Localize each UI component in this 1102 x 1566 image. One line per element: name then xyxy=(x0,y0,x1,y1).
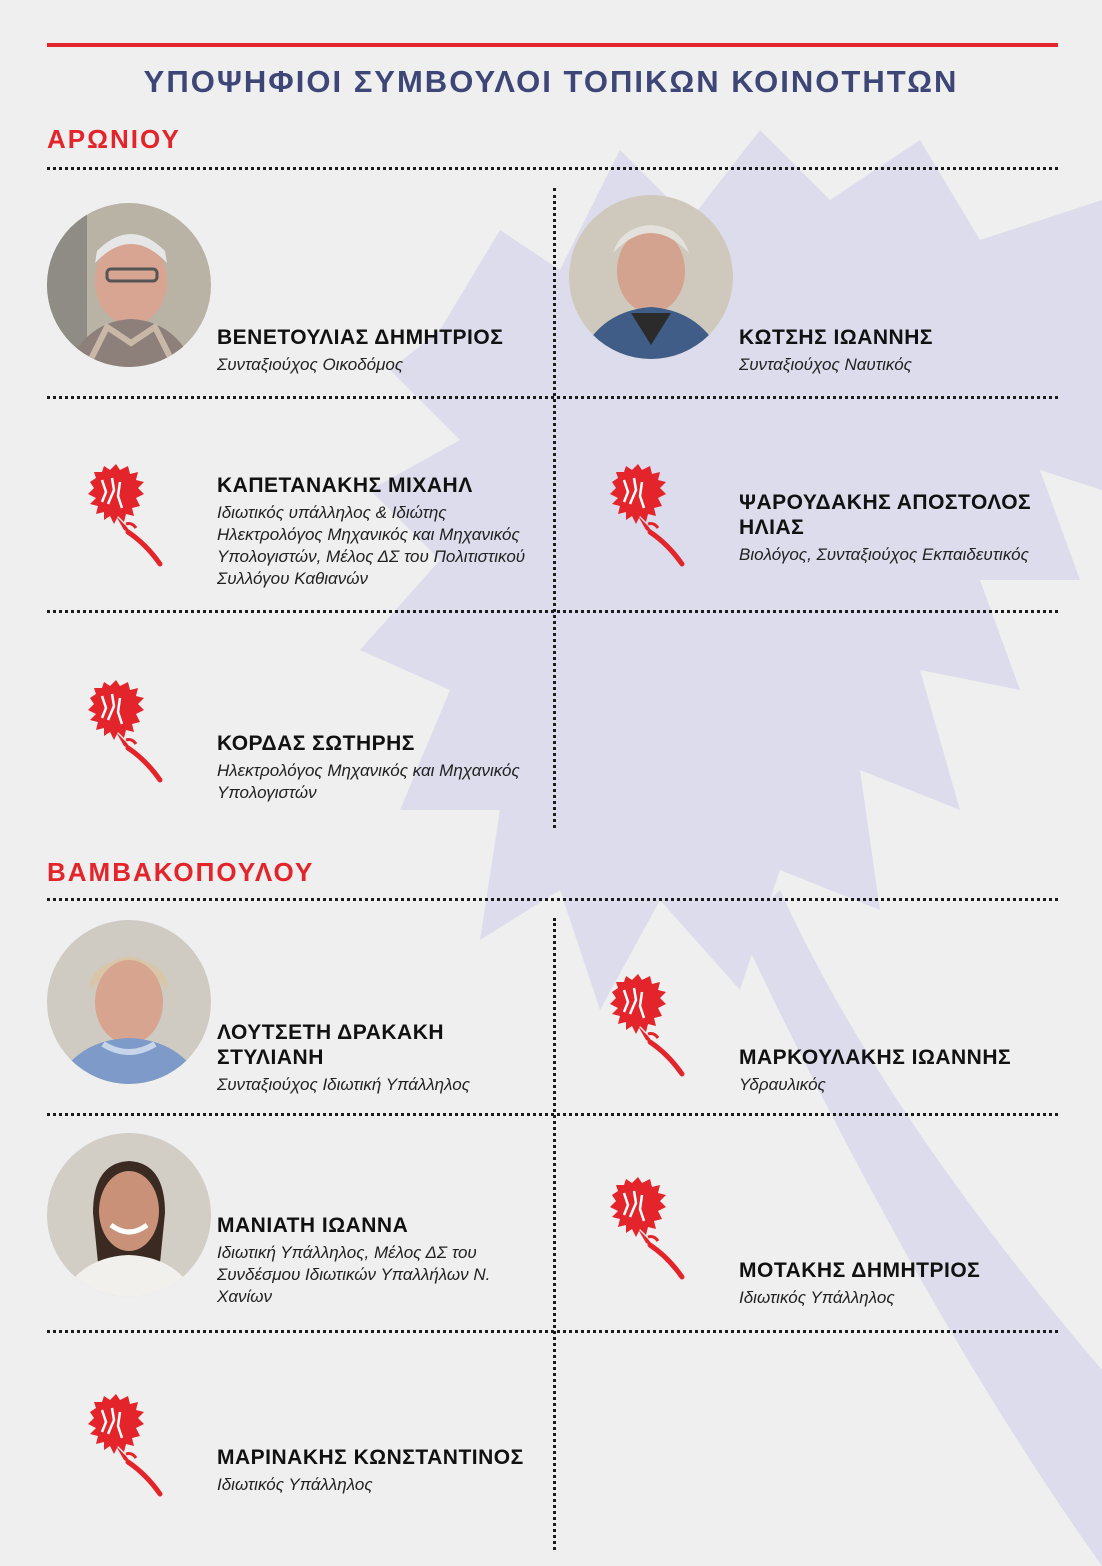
candidate xyxy=(739,490,1059,566)
candidate-name: ΚΩΤΣΗΣ ΙΩΑΝΝΗΣ xyxy=(739,326,933,349)
candidate-description: Ιδιωτικός Υπάλληλος xyxy=(217,1475,373,1494)
candidate xyxy=(739,1045,1059,1096)
candidate-name: ΜΑΝΙΑΤΗ ΙΩΑΝΝΑ xyxy=(217,1214,409,1237)
candidate-name: ΜΑΡΚΟΥΛΑΚΗΣ ΙΩΑΝΝΗΣ xyxy=(739,1046,1012,1069)
candidate-name: ΚΑΠΕΤΑΝΑΚΗΣ ΜΙΧΑΗΛ xyxy=(217,474,473,497)
page-title: ΥΠΟΨΗΦΙΟΙ ΣΥΜΒΟΥΛΟΙ ΤΟΠΙΚΩΝ ΚΟΙΝΟΤΗΤΩΝ xyxy=(143,64,959,99)
candidate-name: ΜΟΤΑΚΗΣ ΔΗΜΗΤΡΙΟΣ xyxy=(739,1259,981,1282)
carnation-icon xyxy=(594,452,714,572)
candidate-description: Ιδιωτική Υπάλληλος, Μέλος ΔΣ του Συνδέσμου Ιδιωτικών Υπαλλήλων Ν. Χανίων xyxy=(217,1243,491,1306)
candidate-name: ΚΟΡΔΑΣ ΣΩΤΗΡΗΣ xyxy=(217,732,415,755)
candidate-description: Συνταξιούχος Ιδιωτική Υπάλληλος xyxy=(217,1075,470,1094)
column-divider xyxy=(553,918,556,1550)
divider xyxy=(47,898,1058,901)
candidate-description: Ηλεκτρολόγος Μηχανικός και Μηχανικός Υπολογιστών xyxy=(217,761,520,802)
section-title-vamvakopoulou: ΒΑΜΒΑΚΟΠΟΥΛΟΥ xyxy=(47,857,315,887)
candidate xyxy=(217,1213,537,1308)
divider xyxy=(47,610,1058,613)
candidate-description: Υδραυλικός xyxy=(739,1075,826,1094)
candidate-description: Ιδιωτικός υπάλληλος & Ιδιώτης Ηλεκτρολόγος Μηχανικός και Μηχανικός Υπολογιστών, Μέλος ΔΣ του Πολιτιστικού Συλλόγου Καθιανών xyxy=(217,503,526,588)
divider xyxy=(47,1330,1058,1333)
candidate-description: Βιολόγος, Συνταξιούχος Εκπαιδευτικός xyxy=(739,545,1029,564)
candidate xyxy=(739,325,1059,376)
candidate xyxy=(739,1258,1059,1309)
divider xyxy=(47,1113,1058,1116)
candidate-name: ΛΟΥΤΣΕΤΗ ΔΡΑΚΑΚΗ ΣΤΥΛΙΑΝΗ xyxy=(217,1021,445,1069)
top-rule xyxy=(47,43,1058,47)
carnation-icon xyxy=(72,668,192,788)
candidate-description: Συνταξιούχος Οικοδόμος xyxy=(217,355,404,374)
candidate-photo xyxy=(569,195,733,359)
candidate xyxy=(217,325,537,376)
carnation-icon xyxy=(72,1382,192,1502)
carnation-icon xyxy=(594,962,714,1082)
candidate xyxy=(217,1020,537,1096)
column-divider xyxy=(553,188,556,828)
section-title-aroniou: ΑΡΩΝΙΟΥ xyxy=(47,124,181,154)
divider xyxy=(47,396,1058,399)
divider xyxy=(47,167,1058,170)
candidate xyxy=(217,1445,537,1496)
candidate-photo xyxy=(47,203,211,367)
carnation-icon xyxy=(72,452,192,572)
candidate-name: ΜΑΡΙΝΑΚΗΣ ΚΩΝΣΤΑΝΤΙΝΟΣ xyxy=(217,1446,524,1469)
candidate-name: ΒΕΝΕΤΟΥΛΙΑΣ ΔΗΜΗΤΡΙΟΣ xyxy=(217,326,504,349)
candidate xyxy=(217,473,537,590)
candidate-photo xyxy=(47,1133,211,1297)
carnation-icon xyxy=(594,1165,714,1285)
candidate-photo xyxy=(47,920,211,1084)
candidate xyxy=(217,731,537,804)
candidate-description: Συνταξιούχος Ναυτικός xyxy=(739,355,912,374)
candidate-description: Ιδιωτικός Υπάλληλος xyxy=(739,1288,895,1307)
candidate-name: ΨΑΡΟΥΔΑΚΗΣ ΑΠΟΣΤΟΛΟΣ ΗΛΙΑΣ xyxy=(739,491,1032,539)
